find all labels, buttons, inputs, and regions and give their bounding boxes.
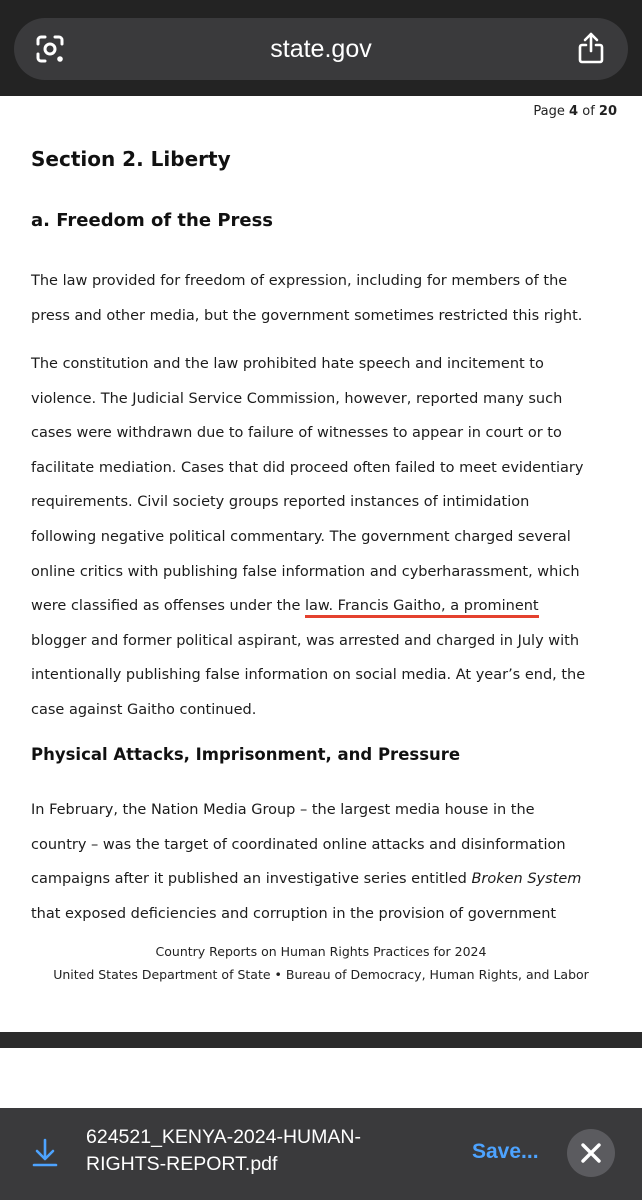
text-segment: were classified as offenses under the bbox=[31, 598, 305, 615]
text-line bbox=[31, 589, 621, 624]
text-line: The constitution and the law prohibited hate speech and incitement to bbox=[31, 356, 544, 372]
save-button[interactable]: Save... bbox=[472, 1140, 539, 1163]
close-button[interactable] bbox=[567, 1129, 615, 1177]
subsection-title: a. Freedom of the Press bbox=[31, 210, 274, 231]
close-icon bbox=[579, 1141, 603, 1165]
paragraph-hate-speech bbox=[31, 347, 621, 728]
text-line: that exposed deficiencies and corruption in the provision of government bbox=[31, 905, 557, 922]
text-line: The law provided for freedom of expression, including for members of the bbox=[31, 273, 568, 289]
text-line: facilitate mediation. Cases that did proceed often failed to meet evidentiary bbox=[31, 459, 584, 476]
heading-physical-attacks: Physical Attacks, Imprisonment, and Pressure bbox=[31, 745, 461, 764]
filename-line: RIGHTS-REPORT.pdf bbox=[86, 1153, 278, 1175]
paragraph-nation-media-group bbox=[31, 793, 621, 931]
text-line: requirements. Civil society groups reported instances of intimidation bbox=[31, 494, 530, 511]
text-line: press and other media, but the government sometimes restricted this right. bbox=[31, 307, 583, 324]
paragraph-freedom-of-expression bbox=[31, 264, 621, 333]
download-bar bbox=[0, 1108, 642, 1200]
text-line: intentionally publishing false information on social media. At year’s end, the bbox=[31, 667, 586, 684]
text-segment: campaigns after it published an investigative series entitled bbox=[31, 871, 472, 888]
text-line: In February, the Nation Media Group – the largest media house in the bbox=[31, 802, 535, 818]
text-line: case against Gaitho continued. bbox=[31, 701, 257, 718]
text-line: cases were withdrawn due to failure of witnesses to appear in court or to bbox=[31, 425, 562, 442]
download-icon bbox=[32, 1138, 58, 1168]
highlighted-text: law. Francis Gaitho, a prominent bbox=[305, 598, 539, 618]
pdf-page bbox=[0, 96, 642, 1032]
section-title: Section 2. Liberty bbox=[31, 147, 231, 171]
footer-department: United States Department of State • Bureau of Democracy, Human Rights, and Labor bbox=[53, 967, 589, 982]
footer-report-title: Country Reports on Human Rights Practices for 2024 bbox=[155, 944, 487, 959]
text-line: blogger and former political aspirant, was arrested and charged in July with bbox=[31, 632, 580, 649]
filename-line: 624521_KENYA-2024-HUMAN- bbox=[86, 1126, 361, 1148]
text-line: online critics with publishing false information and cyberharassment, which bbox=[31, 563, 580, 580]
page-indicator: Page 4 of 20 bbox=[533, 104, 617, 119]
share-icon[interactable] bbox=[576, 31, 606, 65]
address-bar[interactable] bbox=[14, 18, 628, 80]
url-text[interactable]: state.gov bbox=[270, 35, 372, 63]
text-line: country – was the target of coordinated online attacks and disinformation bbox=[31, 836, 566, 853]
text-line bbox=[31, 862, 621, 897]
browser-toolbar bbox=[0, 0, 642, 96]
italic-title: Broken System bbox=[471, 871, 582, 888]
page-separator bbox=[0, 1032, 642, 1048]
download-filename bbox=[86, 1124, 446, 1178]
text-line: following negative political commentary. The government charged several bbox=[31, 528, 571, 545]
text-line: violence. The Judicial Service Commission, however, reported many such bbox=[31, 390, 563, 407]
